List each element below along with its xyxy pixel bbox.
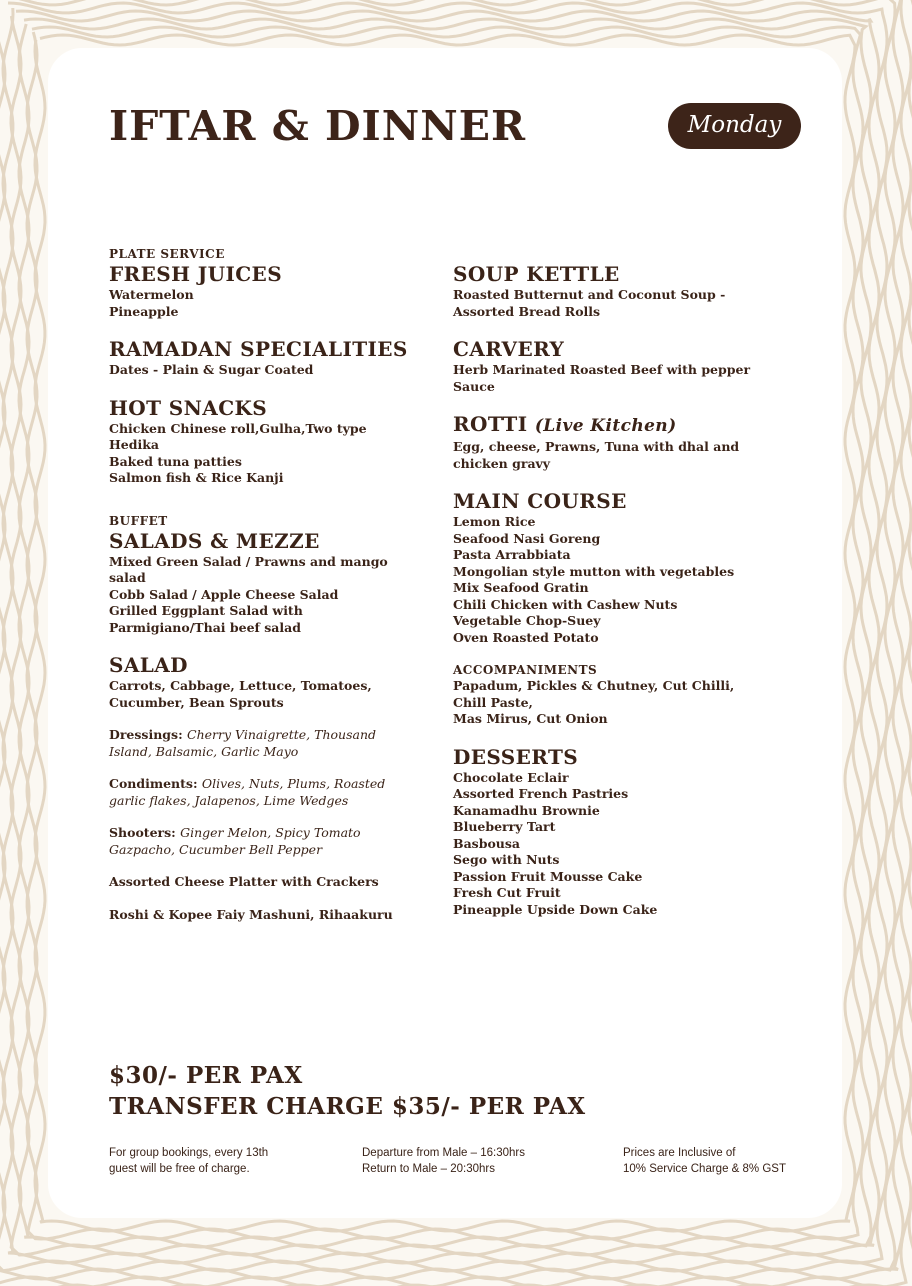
cheese-platter-item: Assorted Cheese Platter with Crackers [109,874,379,889]
shooters-line [109,825,399,842]
list-item: Chili Chicken with Cashew Nuts [453,596,678,612]
plate-service-label: PLATE SERVICE [109,247,225,261]
footer-text: Prices are Inclusive of [623,1147,736,1159]
shooters-label: Shooters: [109,825,176,840]
rotti-heading [453,412,763,439]
list-item: Pasta Arrabbiata [453,547,571,562]
list-item: Fresh Cut Fruit [453,885,561,900]
page-title: IFTAR & DINNER [109,102,527,150]
roshi-item: Roshi & Kopee Faiy Mashuni, Rihaakuru [109,906,393,922]
list-item: Parmigiano/Thai beef salad [109,619,301,635]
desserts-heading: DESSERTS [453,744,579,769]
footer-group-bookings [109,1146,329,1177]
footer-text: For group bookings, every 13th [109,1147,269,1159]
list-item: salad [109,570,146,585]
shooters-text-2: Gazpacho, Cucumber Bell Pepper [109,841,323,857]
fresh-juices-heading: FRESH JUICES [109,262,283,286]
list-item: Mas Mirus, Cut Onion [453,711,608,726]
dressings-line [109,727,399,744]
list-item: Papadum, Pickles & Chutney, Cut Chilli, [453,678,735,693]
list-item: chicken gravy [453,455,551,471]
carvery-heading: CARVERY [453,337,565,361]
soup-kettle-heading: SOUP KETTLE [453,262,620,286]
list-item: Chocolate Eclair [453,769,569,785]
shooters-text: Ginger Melon, Spicy Tomato [180,825,361,840]
footer-text: 10% Service Charge & 8% GST [623,1162,786,1175]
footer-text: Return to Male – 20:30hrs [362,1162,495,1175]
list-item: Passion Fruit Mousse Cake [453,868,643,884]
list-item: Baked tuna patties [109,453,242,469]
dressings-label: Dressings: [109,727,183,742]
ramadan-specialities-heading: RAMADAN SPECIALITIES [109,337,408,361]
rotti-subtitle: (Live Kitchen) [534,416,677,436]
list-item: Dates - Plain & Sugar Coated [109,362,314,377]
list-item: Sego with Nuts [453,852,560,867]
day-badge: Monday [668,103,801,149]
list-item: Mongolian style mutton with vegetables [453,563,735,579]
list-item: Carrots, Cabbage, Lettuce, Tomatoes, [109,678,372,693]
list-item: Pineapple Upside Down Cake [453,901,658,917]
list-item: Vegetable Chop-Suey [453,613,601,628]
condiments-line [109,776,399,793]
list-item: Blueberry Tart [453,819,556,834]
list-item: Salmon fish & Rice Kanji [109,470,284,485]
dressings-text-2: Island, Balsamic, Garlic Mayo [109,743,299,759]
list-item: Grilled Eggplant Salad with [109,603,303,618]
footer-text: guest will be free of charge. [109,1162,250,1175]
accompaniments-label: ACCOMPANIMENTS [453,663,598,677]
dressings-text: Cherry Vinaigrette, Thousand [187,727,376,742]
footer-prices [623,1146,843,1177]
right-column [453,247,763,918]
transfer-charge: TRANSFER CHARGE $35/- PER PAX [109,1093,586,1120]
list-item: Assorted French Pastries [453,786,629,801]
list-item: Cobb Salad / Apple Cheese Salad [109,586,339,602]
list-item: Sauce [453,378,495,394]
list-item: Oven Roasted Potato [453,629,599,645]
pricing-block [109,1060,586,1122]
price-per-pax: $30/- PER PAX [109,1062,303,1089]
condiments-label: Condiments: [109,776,198,791]
left-column [109,247,408,923]
list-item: Cucumber, Bean Sprouts [109,694,284,710]
list-item: Pineapple [109,303,179,319]
list-item: Seafood Nasi Goreng [453,530,601,546]
list-item: Chill Paste, [453,694,533,710]
rotti-title: ROTTI [453,412,528,436]
footer-text: Departure from Male – 16:30hrs [362,1147,525,1159]
list-item: Assorted Bread Rolls [453,303,601,319]
list-item: Mixed Green Salad / Prawns and mango [109,553,388,569]
list-item: Egg, cheese, Prawns, Tuna with dhal and [453,439,740,454]
list-item: Kanamadhu Brownie [453,802,600,818]
main-course-heading: MAIN COURSE [453,489,627,513]
salad-heading: SALAD [109,653,188,677]
list-item: Watermelon [109,287,194,302]
list-item: Herb Marinated Roasted Beef with pepper [453,362,751,377]
list-item: Lemon Rice [453,514,536,529]
list-item: Roasted Butternut and Coconut Soup - [453,287,726,302]
list-item: Hedika [109,437,160,452]
condiments-text-2: garlic flakes, Jalapenos, Lime Wedges [109,792,349,808]
list-item: Chicken Chinese roll,Gulha,Two type [109,420,367,436]
hot-snacks-heading: HOT SNACKS [109,395,268,420]
list-item: Basbousa [453,835,521,851]
salads-mezze-heading: SALADS & MEZZE [109,528,320,553]
condiments-text: Olives, Nuts, Plums, Roasted [201,776,386,791]
list-item: Mix Seafood Gratin [453,580,589,595]
footer-departure [362,1146,582,1177]
buffet-label: BUFFET [109,513,168,528]
